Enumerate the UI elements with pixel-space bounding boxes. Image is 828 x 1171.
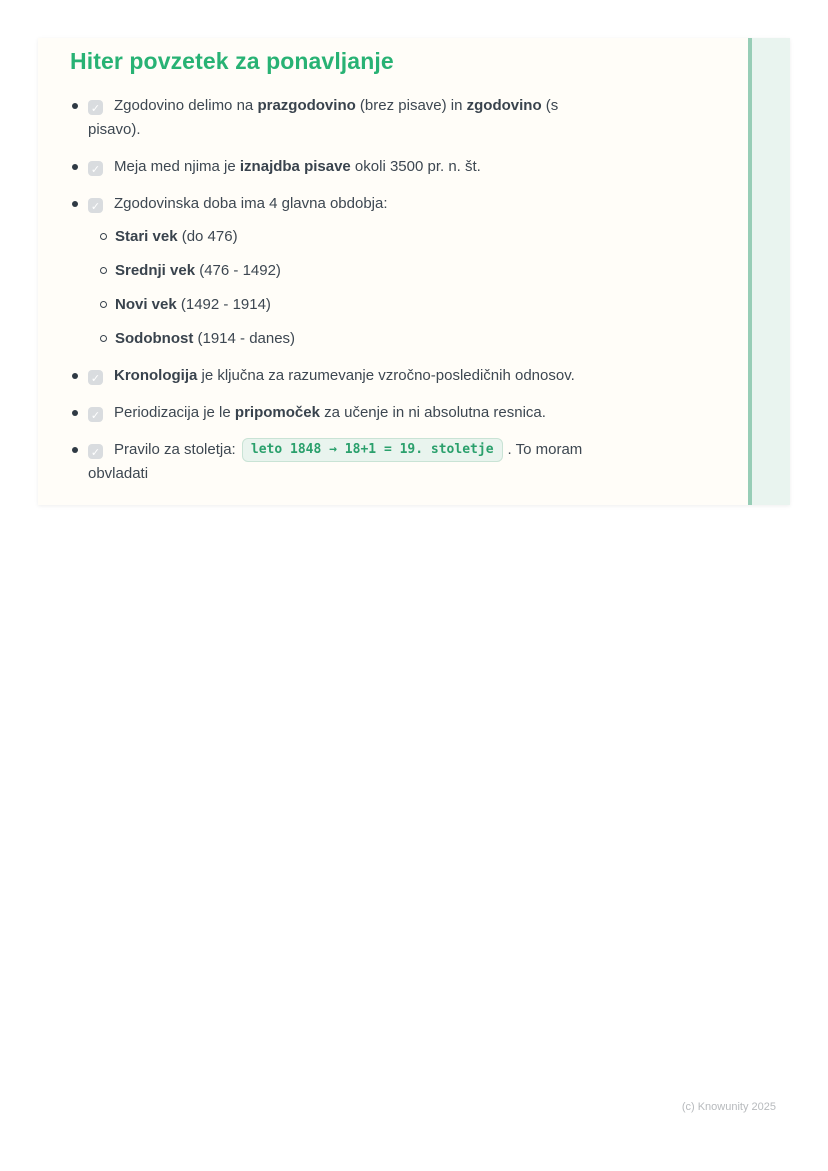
checkbox-checked-icon[interactable] (88, 198, 103, 213)
bullet-icon (72, 103, 78, 109)
checklist-item-text (88, 192, 648, 351)
circle-bullet-icon (100, 335, 107, 342)
item-text: (1914 - danes) (193, 330, 296, 347)
item-text: za učenje in ni absolutna resnica. (319, 404, 546, 421)
item-text: okoli 3500 pr. n. št. (350, 158, 481, 175)
sub-list-item (100, 327, 648, 351)
checkmark-icon: ✓ (90, 164, 101, 176)
item-text-bold: Kronologija (114, 367, 198, 384)
bullet-icon (72, 410, 78, 416)
checkbox-checked-icon[interactable] (88, 370, 103, 385)
checklist-item (70, 364, 728, 388)
checkbox-checked-icon[interactable] (88, 161, 103, 176)
item-text: Periodizacija je le (114, 404, 235, 421)
checkbox-checked-icon[interactable] (88, 100, 103, 115)
checkmark-icon: ✓ (90, 201, 101, 213)
sub-list-item (100, 225, 648, 249)
item-text: obvladati (88, 465, 149, 482)
checkbox-checked-icon[interactable] (88, 407, 103, 422)
checklist-item (70, 192, 728, 351)
century-rule-code: leto 1848 → 18+1 = 19. stoletje (242, 438, 503, 462)
item-text: Pravilo za stoletja: (114, 441, 240, 458)
checklist-item (70, 401, 728, 425)
item-text-bold: Stari vek (115, 228, 178, 245)
accent-strip (748, 38, 790, 505)
summary-card-content (38, 38, 748, 505)
footer-copyright: (c) Knowunity 2025 (681, 1101, 776, 1113)
circle-bullet-icon (100, 233, 107, 240)
sub-list-item (100, 293, 648, 317)
item-text-bold: zgodovino (466, 97, 542, 114)
item-text: Zgodovinska doba ima 4 glavna obdobja: (114, 195, 388, 212)
item-text: (do 476) (177, 228, 238, 245)
circle-bullet-icon (100, 267, 107, 274)
item-text-bold: Sodobnost (115, 330, 194, 347)
item-text: (1492 - 1914) (176, 296, 271, 313)
bullet-icon (72, 201, 78, 207)
checklist-item (70, 438, 728, 486)
checklist-item (70, 94, 728, 142)
checklist-item-text (88, 401, 648, 425)
checkbox-checked-icon[interactable] (88, 444, 103, 459)
sub-list-item (100, 259, 648, 283)
bullet-icon (72, 164, 78, 170)
item-text: (brez pisave) in (355, 97, 467, 114)
sub-list (88, 225, 648, 351)
summary-card (38, 38, 790, 505)
checkmark-icon: ✓ (90, 410, 101, 422)
checklist-item-text (88, 438, 648, 486)
checklist-item-text (88, 94, 648, 142)
bullet-icon (72, 373, 78, 379)
item-text: pisavo). (88, 121, 141, 138)
checkmark-icon: ✓ (90, 447, 101, 459)
checklist-item (70, 155, 728, 179)
page-title: Hiter povzetek za ponavljanje (70, 48, 394, 74)
item-text: Zgodovino delimo na (114, 97, 258, 114)
checkmark-icon: ✓ (90, 103, 101, 115)
bullet-icon (72, 447, 78, 453)
item-text: (476 - 1492) (195, 262, 281, 279)
item-text-bold: iznajdba pisave (239, 158, 351, 175)
checklist-item-text (88, 364, 648, 388)
circle-bullet-icon (100, 301, 107, 308)
item-text: je ključna za razumevanje vzročno-posledičnih odnosov. (197, 367, 575, 384)
item-text: (s (541, 97, 559, 114)
checkmark-icon: ✓ (90, 373, 101, 385)
item-text-bold: Srednji vek (115, 262, 196, 279)
checklist-item-text (88, 155, 648, 179)
item-text-bold: Novi vek (115, 296, 177, 313)
item-text: Meja med njima je (114, 158, 240, 175)
checklist (70, 94, 728, 486)
item-text: . To moram (507, 441, 583, 458)
item-text-bold: pripomoček (234, 404, 320, 421)
item-text-bold: prazgodovino (257, 97, 356, 114)
